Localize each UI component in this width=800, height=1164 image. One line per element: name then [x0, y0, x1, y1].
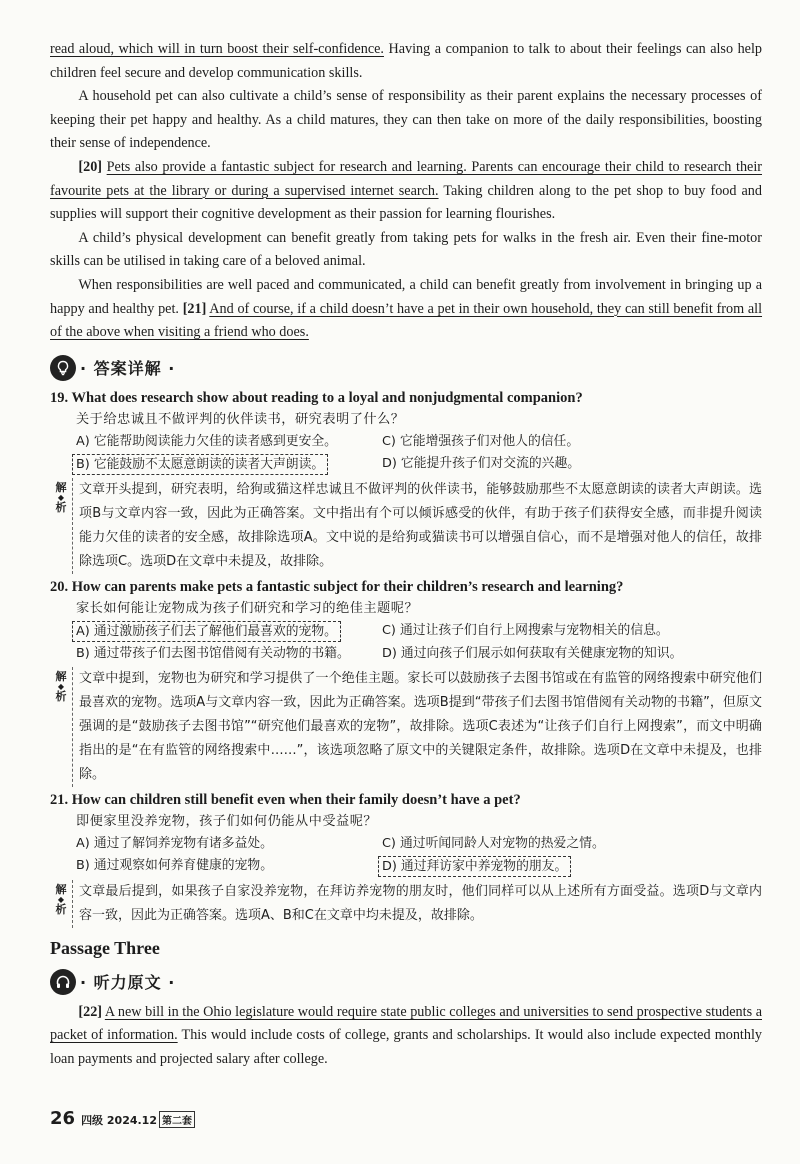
question-block: [50, 789, 762, 928]
page-footer: [50, 1108, 195, 1129]
set-tag: 第二套: [159, 1111, 195, 1128]
analysis-label: 解 ◆ 析: [55, 480, 67, 514]
passage-paragraph: A child’s physical development can benefit greatly from taking pets for walks in the fresh air. Even their fine-motor skills can be utilised in taking care of a beloved animal.: [50, 229, 762, 270]
question-marker: [22]: [78, 1003, 103, 1020]
question-block: [50, 387, 762, 574]
passage-paragraph: [22] A new bill in the Ohio legislature would require state public colleges and universities to send prospective students a packet of information. This would include costs of college, grants and scholarships. It would also include expected monthly loan payments and projected salary after college.: [50, 1003, 762, 1067]
question-translation: 即便家里没养宠物，孩子们如何仍能从中受益呢？: [76, 813, 378, 829]
explanation: [50, 667, 762, 787]
option-c: C) 通过听闻同龄人对宠物的热爱之情。: [382, 835, 605, 851]
question-translation: 家长如何能让宠物成为孩子们研究和学习的绝佳主题呢？: [76, 600, 419, 616]
answer-section-header: [50, 353, 762, 383]
headphones-icon: [50, 969, 76, 995]
page-number: 26: [50, 1108, 76, 1129]
option-b-correct: B) 它能鼓励不太愿意朗读的读者大声朗读。: [72, 454, 328, 475]
page-content: [50, 38, 762, 1072]
question-text: 19. What does research show about reading to a loyal and nonjudgmental companion?: [50, 389, 583, 406]
question-translation: 关于给忠诚且不做评判的伙伴读书，研究表明了什么？: [76, 411, 405, 427]
passage-paragraph: When responsibilities are well paced and communicated, a child can benefit greatly from involvement in bringing up a happy and healthy pet. [21] And of course, if a child doesn’t have a pet in their own household, they can still benefit from all of the above when visiting a friend who does.: [50, 276, 763, 341]
listening-section-header: [50, 967, 762, 997]
options-grid: [50, 620, 762, 665]
passage-title: Passage Three: [50, 937, 160, 958]
lightbulb-icon: [50, 355, 76, 381]
analysis-label: 解 ◆ 析: [55, 882, 67, 916]
passage-paragraph: [20] Pets also provide a fantastic subject for research and learning. Parents can encourage their child to research their favourite pets at the library or during a supervised internet search. Taking children along to the pet shop to buy food and supplies will support their cognitive development as their passion for learning flourishes.: [50, 158, 762, 223]
issue-info: 四级 2024.12: [81, 1114, 157, 1127]
options-grid: [50, 431, 762, 476]
option-d: D) 通过向孩子们展示如何获取有关健康宠物的知识。: [382, 645, 683, 661]
option-b: B) 通过观察如何养育健康的宠物。: [76, 857, 273, 873]
option-c: C) 通过让孩子们自行上网搜索与宠物相关的信息。: [382, 622, 669, 638]
options-grid: [50, 833, 762, 878]
option-d-correct: D) 通过拜访家中养宠物的朋友。: [378, 856, 571, 877]
question-marker: [20]: [78, 158, 103, 175]
option-c: C) 它能增强孩子们对他人的信任。: [382, 433, 580, 449]
option-b: B) 通过带孩子们去图书馆借阅有关动物的书籍。: [76, 645, 350, 661]
explanation-text: 文章中提到，宠物也为研究和学习提供了一个绝佳主题。家长可以鼓励孩子去图书馆或在有监管的网络搜索中研究他们最喜欢的宠物。选项A与文章内容一致，因此为正确答案。选项B提到“带孩子们去图书馆借阅有关动物的书籍”，但原文强调的是“鼓励孩子去图书馆”“研究他们最喜欢的宠物”，故排除。选项C表述为“让孩子们自行上网搜索”，而文中明确指出的是“在有监管的网络搜索中……”，该选项忽略了原文中的关键限定条件，故排除。选项D在文章中未提及，也排除。: [72, 667, 762, 787]
option-d: D) 它能提升孩子们对交流的兴趣。: [382, 455, 581, 471]
question-text: 21. How can children still benefit even when their family doesn’t have a pet?: [50, 791, 521, 808]
option-a: A) 它能帮助阅读能力欠佳的读者感到更安全。: [76, 433, 337, 449]
analysis-label: 解 ◆ 析: [55, 669, 67, 703]
option-a-correct: A) 通过激励孩子们去了解他们最喜欢的宠物。: [72, 621, 341, 642]
section-title: · 听力原文 ·: [80, 973, 176, 993]
passage-paragraph: read aloud, which will in turn boost their self-confidence. Having a companion to talk to about their feelings can also help children feel secure and develop communication skills.: [50, 41, 762, 81]
question-marker: [21]: [182, 300, 207, 317]
question-block: [50, 576, 762, 787]
explanation: [50, 880, 762, 928]
passage-paragraph: A household pet can also cultivate a child’s sense of responsibility as their parent explains the necessary processes of keeping their pet happy and healthy. As a child matures, they can then take on more of the daily responsibilities, boosting their sense of independence.: [50, 88, 762, 152]
explanation-text: 文章开头提到，研究表明，给狗或猫这样忠诚且不做评判的伙伴读书，能够鼓励那些不太愿意朗读的读者大声朗读。选项B与文章内容一致，因此为正确答案。文中指出有个可以倾诉感受的伙伴，有助于孩子们获得安全感，而非提升阅读能力欠佳的读者的安全感，故排除选项A。文中说的是给狗或猫读书可以增强自信心，而不是增强对他人的信任，故排除选项C。选项D在文章中未提及，故排除。: [72, 478, 762, 574]
option-a: A) 通过了解饲养宠物有诸多益处。: [76, 835, 273, 851]
question-text: 20. How can parents make pets a fantastic subject for their children’s research and learning?: [50, 578, 624, 595]
explanation: [50, 478, 762, 574]
section-title: · 答案详解 ·: [80, 359, 176, 379]
explanation-text: 文章最后提到，如果孩子自家没养宠物，在拜访养宠物的朋友时，他们同样可以从上述所有方面受益。选项D与文章内容一致，因此为正确答案。选项A、B和C在文章中均未提及，故排除。: [72, 880, 762, 928]
